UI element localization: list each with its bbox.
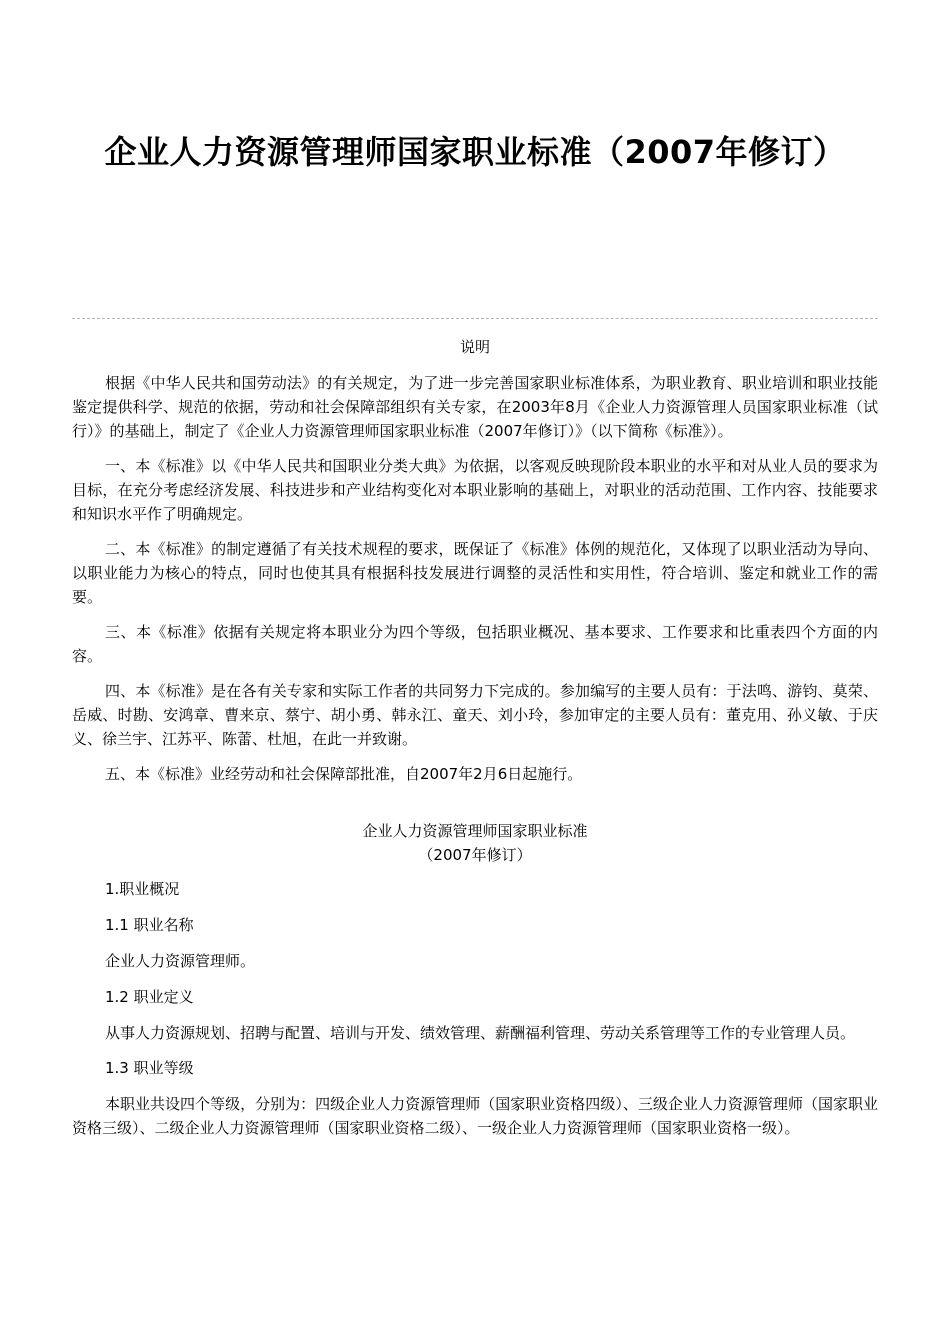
explanation-paragraph-4: 四、本《标准》是在各有关专家和实际工作者的共同努力下完成的。参加编写的主要人员有：于法鸣、游钧、莫荣、岳威、时勘、安鸿章、曹来京、蔡宁、胡小勇、韩永江、童天、刘小玲，参加审定的主要人员有：董克用、孙义敏、于庆义、徐兰宇、江苏平、陈蕾、杜旭，在此一并致谢。 [72, 682, 878, 748]
section-1-3-heading: 1.3 职业等级 [105, 1059, 194, 1077]
section-gap [72, 797, 878, 819]
explanation-paragraph-2: 二、本《标准》的制定遵循了有关技术规程的要求，既保证了《标准》体例的规范化，又体现了以职业活动为导向、以职业能力为核心的特点，同时也使其具有根据科技发展进行调整的灵活性和实用性，符合培训、鉴定和就业工作的需要。 [72, 540, 878, 606]
explanation-paragraph-5: 五、本《标准》业经劳动和社会保障部批准，自2007年2月6日起施行。 [105, 765, 583, 783]
explanation-paragraph-intro: 根据《中华人民共和国劳动法》的有关规定，为了进一步完善国家职业标准体系，为职业教育、职业培训和职业技能鉴定提供科学、规范的依据，劳动和社会保障部组织有关专家，在2003年8月《企业人力资源管理人员国家职业标准（试行）》的基础上，制定了《企业人力资源管理师国家职业标准（2007年修订）》（以下简称《标准》）。 [72, 374, 878, 440]
standard-title-block [72, 819, 878, 867]
standard-title: 企业人力资源管理师国家职业标准 [362, 822, 588, 840]
explanation-heading: 说明 [459, 338, 490, 356]
section-1-2-heading: 1.2 职业定义 [105, 988, 194, 1006]
dashed-divider [72, 318, 878, 319]
explanation-paragraph-3: 三、本《标准》依据有关规定将本职业分为四个等级，包括职业概况、基本要求、工作要求和比重表四个方面的内容。 [72, 623, 878, 665]
document-body [72, 335, 878, 1151]
section-1-2-text: 从事人力资源规划、招聘与配置、培训与开发、绩效管理、薪酬福利管理、劳动关系管理等工作的专业管理人员。 [105, 1024, 856, 1042]
section-1-heading: 1.职业概况 [105, 880, 180, 898]
explanation-paragraph-1: 一、本《标准》以《中华人民共和国职业分类大典》为依据，以客观反映现阶段本职业的水平和对从业人员的要求为目标，在充分考虑经济发展、科技进步和产业结构变化对本职业影响的基础上，对职业的活动范围、工作内容、技能要求和知识水平作了明确规定。 [72, 457, 878, 523]
standard-subtitle: （2007年修订） [418, 846, 532, 864]
section-1-1-text: 企业人力资源管理师。 [105, 952, 256, 970]
section-1-1-heading: 1.1 职业名称 [105, 916, 194, 934]
section-1-3-text: 本职业共设四个等级，分别为：四级企业人力资源管理师（国家职业资格四级）、三级企业人力资源管理师（国家职业资格三级）、二级企业人力资源管理师（国家职业资格二级）、一级企业人力资源管理师（国家职业资格一级）。 [72, 1095, 878, 1137]
document-title: 企业人力资源管理师国家职业标准（2007年修订） [104, 133, 846, 171]
